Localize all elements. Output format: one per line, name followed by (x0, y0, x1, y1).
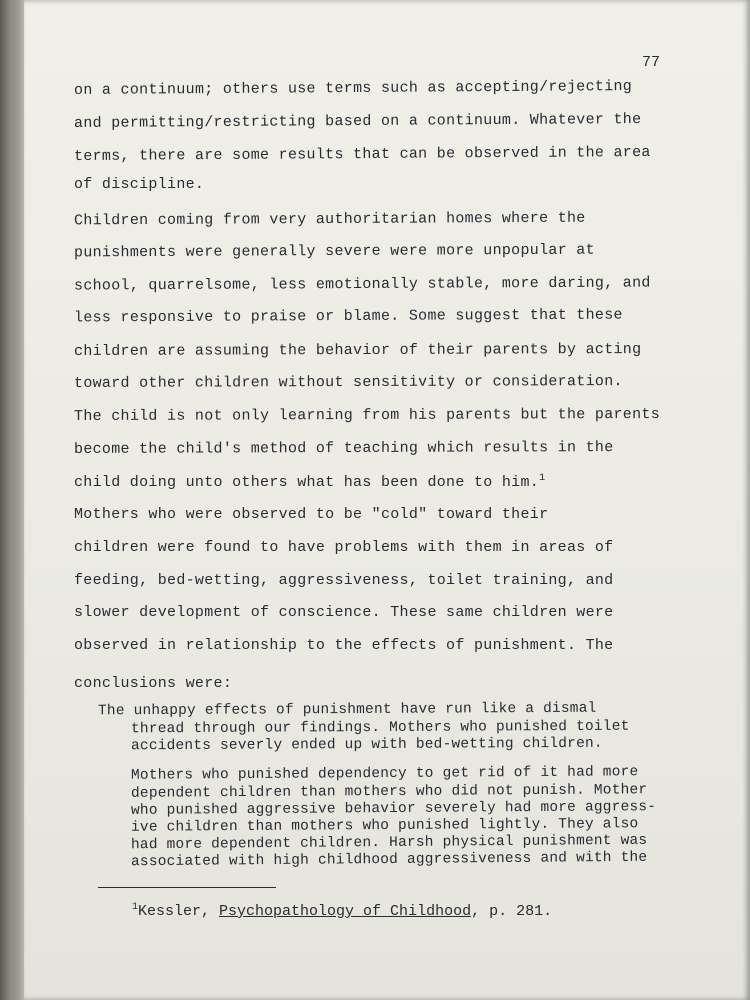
body-line: feeding, bed-wetting, aggressiveness, toilet training, and (74, 572, 614, 589)
body-line: children are assuming the behavior of their parents by acting (73, 341, 642, 360)
body-line: toward other children without sensitivity or consideration. (73, 373, 623, 392)
footnote-page: , p. 281. (471, 903, 553, 920)
quote-line: accidents severly ended up with bed-wetting children. (130, 735, 603, 755)
quote-line: ive children than mothers who punished lightly. They also (130, 816, 639, 836)
footnote-title: Psychopathology of Childhood (219, 903, 472, 920)
body-line (74, 473, 545, 491)
body-line: less responsive to praise or blame. Some suggest that these (73, 306, 623, 327)
footnote (132, 902, 552, 920)
body-line: of discipline. (74, 176, 205, 193)
body-line: slower development of conscience. These same children were (74, 604, 614, 621)
body-line: terms, there are some results that can be observed in the area (73, 143, 651, 166)
body-line: punishments were generally severe were more unpopular at (73, 241, 595, 262)
body-line: Mothers who were observed to be "cold" toward their (74, 506, 549, 523)
quote-line: who punished aggressive behavior severely had more aggress- (130, 799, 657, 819)
quote-line: thread through our findings. Mothers who punished toilet (130, 718, 630, 738)
page-number: 77 (642, 54, 661, 71)
body-line: children were found to have problems with them in areas of (74, 539, 614, 556)
body-line-text: child doing unto others what has been done to him. (74, 474, 540, 491)
footnote-rule (98, 887, 276, 888)
quote-line: had more dependent children. Harsh physical punishment was (130, 832, 648, 854)
body-line: school, quarrelsome, less emotionally stable, more daring, and (73, 274, 651, 295)
body-line: observed in relationship to the effects of punishment. The (74, 637, 614, 654)
quote-line: Mothers who punished dependency to get rid of it had more (130, 764, 639, 784)
body-line: on a continuum; others use terms such as accepting/rejecting (73, 78, 633, 99)
quote-line: associated with high childhood aggressiveness and with the (130, 849, 648, 871)
footnote-author: Kessler, (138, 903, 220, 920)
quote-line: The unhappy effects of punishment have run like a dismal (97, 700, 597, 720)
body-line: conclusions were: (74, 675, 233, 692)
footnote-number: 1 (132, 902, 139, 913)
quote-line: dependent children than mothers who did not punish. Mother (130, 782, 648, 802)
body-line: The child is not only learning from his parents but the parents (73, 405, 661, 426)
footnote-marker: 1 (539, 473, 546, 484)
body-line: become the child's method of teaching which results in the (73, 439, 614, 458)
body-line: Children coming from very authoritarian homes where the (73, 209, 586, 230)
typed-page (24, 0, 750, 1000)
body-line: and permitting/restricting based on a continuum. Whatever the (73, 111, 642, 132)
